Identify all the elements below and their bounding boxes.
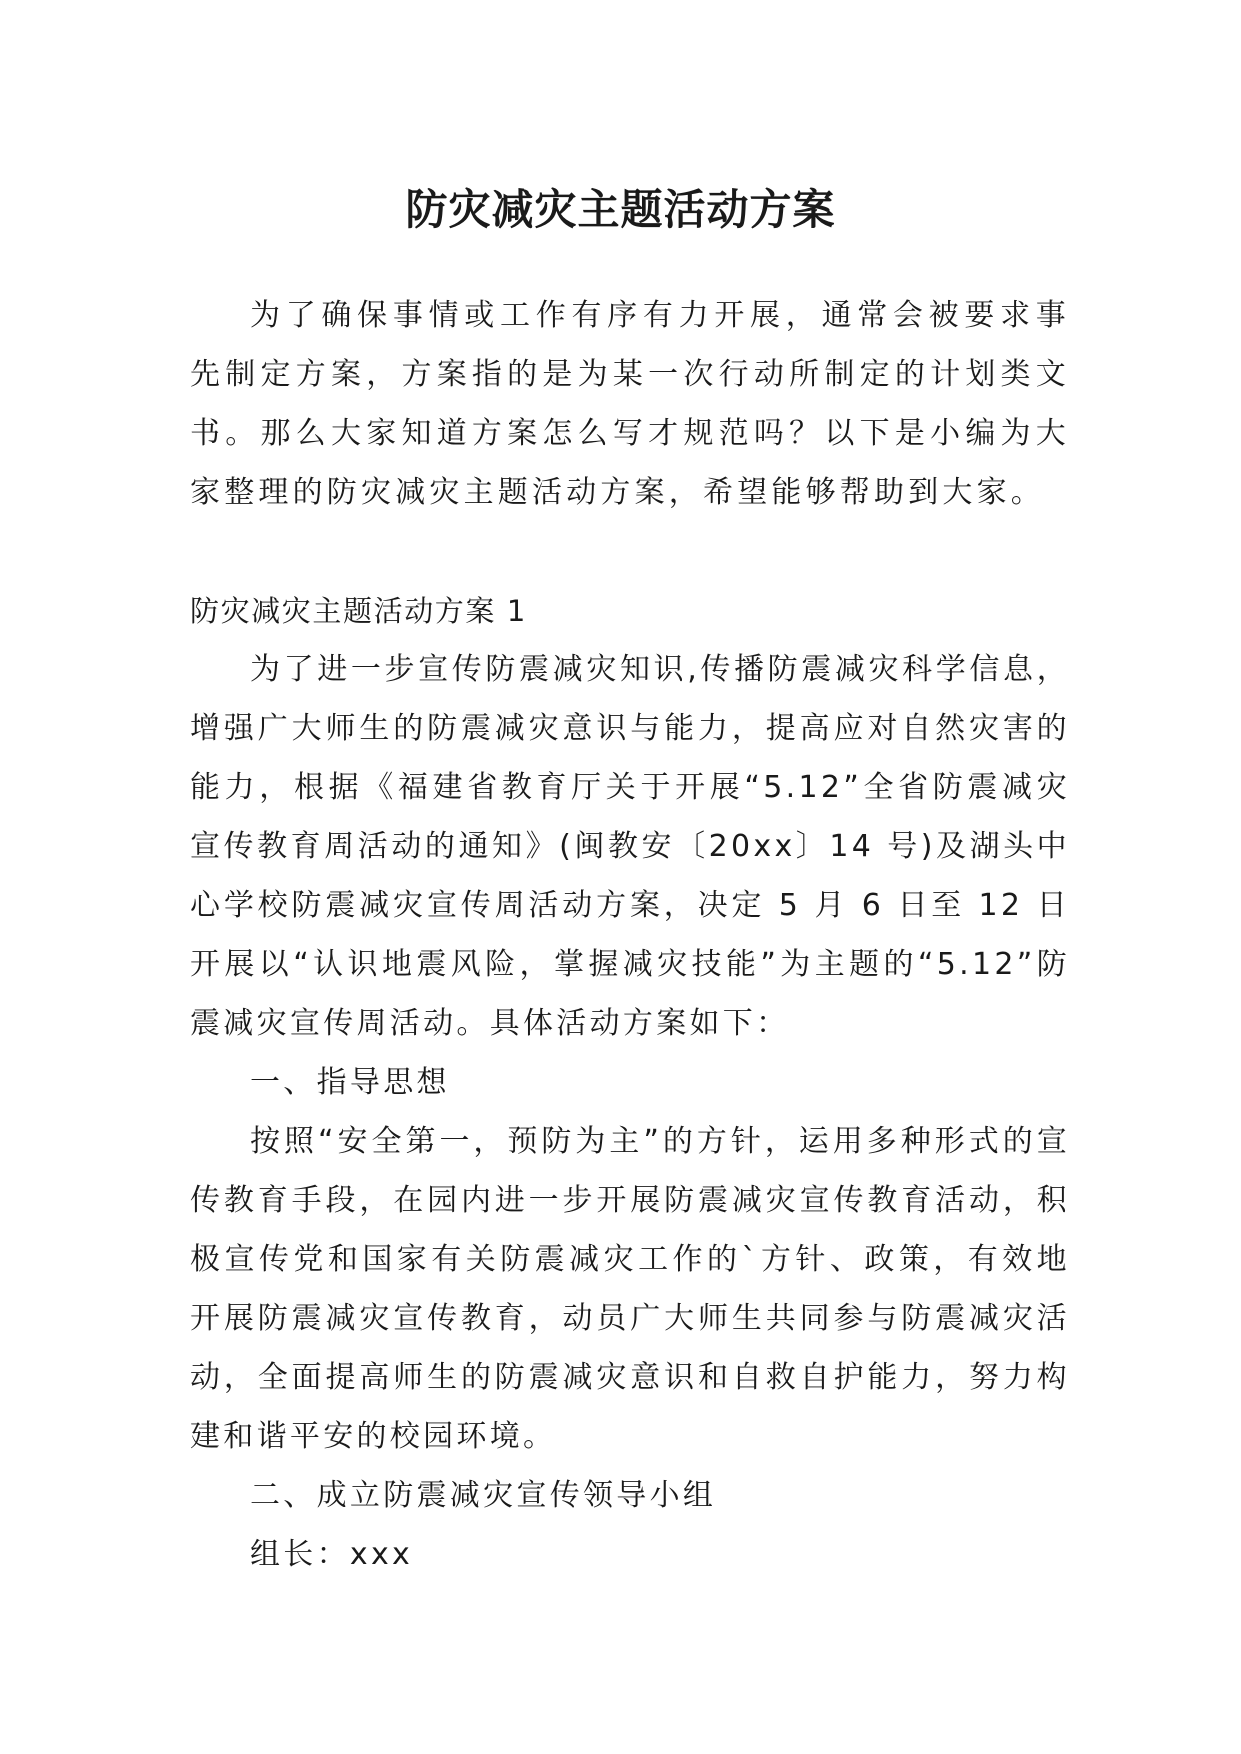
document-title: 防灾减灾主题活动方案 [405,185,836,235]
intro-paragraph: 为了确保事情或工作有序有力开展，通常会被要求事先制定方案，方案指的是为某一次行动所制定的计划类文书。那么大家知道方案怎么写才规范吗？以下是小编为大家整理的防灾减灾主题活动方案，希望能够帮助到大家。 [190,298,1070,510]
heading-leadership-group: 二、成立防震减灾宣传领导小组 [250,1478,717,1513]
document-body [190,286,1070,1584]
paragraph-guiding-ideology: 按照“安全第一，预防为主”的方针，运用多种形式的宣传教育手段，在园内进一步开展防震减灾宣传教育活动，积极宣传党和国家有关防震减灾工作的`方针、政策，有效地开展防震减灾宣传教育，动员广大师生共同参与防震减灾活动，全面提高师生的防震减灾意识和自救自护能力，努力构建和谐平安的校园环境。 [190,1124,1070,1454]
paragraph-purpose: 为了进一步宣传防震减灾知识,传播防震减灾科学信息，增强广大师生的防震减灾意识与能力，提高应对自然灾害的能力，根据《福建省教育厅关于开展“5.12”全省防震减灾宣传教育周活动的通知》(闽教安〔20xx〕14 号)及湖头中心学校防震减灾宣传周活动方案，决定 5 月 6 日至 12 日开展以“认识地震风险，掌握减灾技能”为主题的“5.12”防震减灾宣传周活动。具体活动方案如下： [190,652,1070,1041]
section-title: 防灾减灾主题活动方案 1 [190,594,527,628]
heading-guiding-ideology: 一、指导思想 [250,1065,450,1100]
leader-line: 组长：xxx [250,1537,414,1572]
